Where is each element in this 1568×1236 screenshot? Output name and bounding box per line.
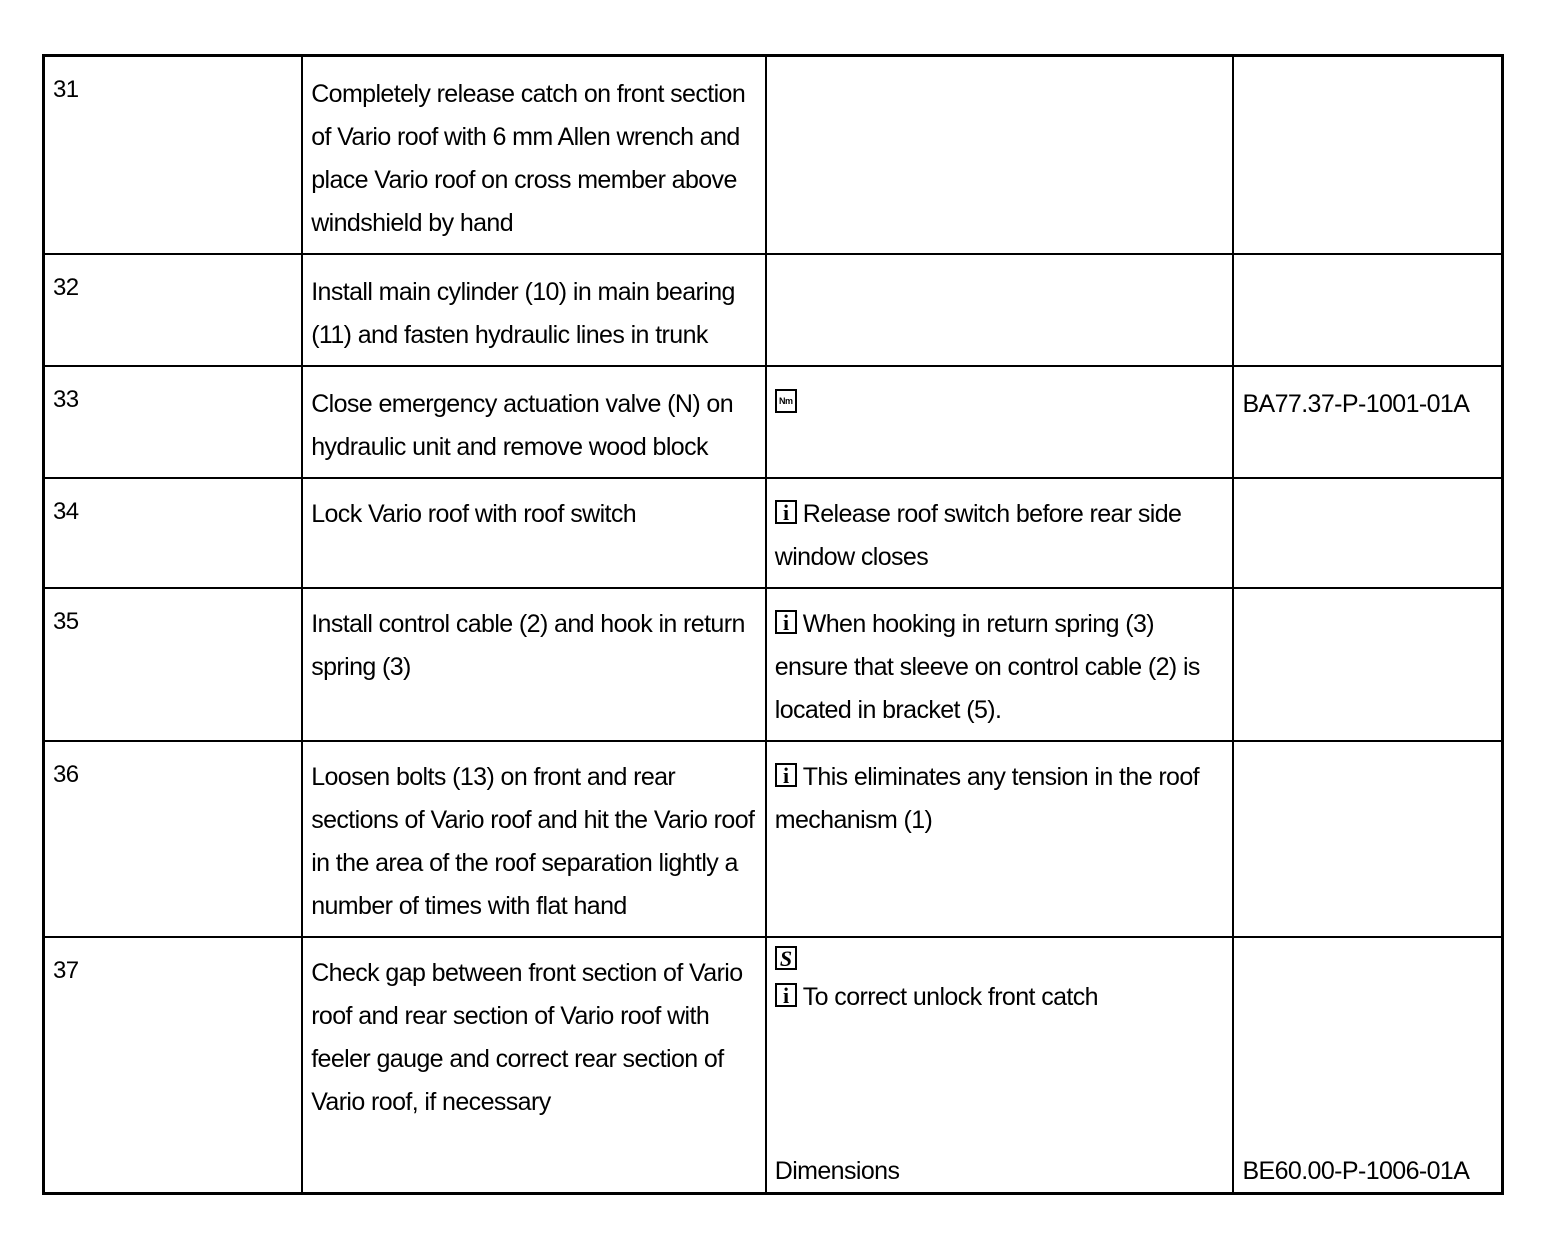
table-row <box>44 588 1503 741</box>
step-number: 36 <box>53 761 79 788</box>
table-row <box>44 254 1503 366</box>
torque-nm-icon[interactable]: Nm <box>775 389 797 413</box>
table-row <box>44 366 1503 478</box>
reference-cell <box>1233 741 1502 937</box>
instruction-cell <box>302 937 766 1193</box>
notes-cell <box>766 56 1234 255</box>
table-row <box>44 937 1503 1193</box>
notes-cell <box>766 588 1234 741</box>
instruction-cell <box>302 478 766 588</box>
notes-cell <box>766 254 1234 366</box>
notes-cell <box>766 937 1234 1193</box>
step-number-cell <box>44 588 303 741</box>
table-row <box>44 478 1503 588</box>
specification-icon[interactable]: S <box>775 946 797 970</box>
procedure-table <box>42 54 1504 1195</box>
step-number-cell <box>44 254 303 366</box>
step-number-cell <box>44 741 303 937</box>
info-icon[interactable]: i <box>775 983 797 1007</box>
notes-text: Release roof switch before rear side window closes <box>774 500 1182 571</box>
info-icon[interactable]: i <box>775 610 797 634</box>
instruction-text: Loosen bolts (13) on front and rear sections of Vario roof and hit the Vario roof in the area of the roof separation lightly a number of times with flat hand <box>311 763 755 920</box>
table-row <box>44 56 1503 255</box>
notes-text: When hooking in return spring (3) ensure that sleeve on control cable (2) is located in bracket (5). <box>774 610 1200 724</box>
instruction-cell <box>302 56 766 255</box>
reference-cell <box>1233 56 1502 255</box>
instruction-text: Check gap between front section of Vario roof and rear section of Vario roof with feeler gauge and correct rear section of Vario roof, if necessary <box>311 959 743 1116</box>
info-icon[interactable]: i <box>775 500 797 524</box>
step-number: 31 <box>53 76 79 103</box>
info-icon[interactable]: i <box>775 763 797 787</box>
reference-cell <box>1233 937 1502 1193</box>
instruction-cell <box>302 254 766 366</box>
instruction-cell <box>302 588 766 741</box>
step-number: 37 <box>53 957 79 984</box>
step-number-cell <box>44 56 303 255</box>
step-number: 32 <box>53 274 79 301</box>
instruction-cell <box>302 366 766 478</box>
notes-text: This eliminates any tension in the roof mechanism (1) <box>774 763 1200 834</box>
reference-cell <box>1233 478 1502 588</box>
notes-cell <box>766 741 1234 937</box>
reference-cell <box>1233 588 1502 741</box>
instruction-text: Install main cylinder (10) in main bearing (11) and fasten hydraulic lines in trunk <box>311 278 735 349</box>
dimensions-label: Dimensions <box>774 1156 900 1185</box>
step-number-cell <box>44 366 303 478</box>
instruction-cell <box>302 741 766 937</box>
instruction-text: Close emergency actuation valve (N) on hydraulic unit and remove wood block <box>311 390 734 461</box>
step-number: 34 <box>53 498 79 525</box>
step-number: 35 <box>53 608 79 635</box>
notes-text: To correct unlock front catch <box>802 983 1098 1011</box>
reference-cell <box>1233 254 1502 366</box>
step-number-cell <box>44 937 303 1193</box>
step-number: 33 <box>53 386 79 413</box>
instruction-text: Completely release catch on front section of Vario roof with 6 mm Allen wrench and place Vario roof on cross member above windshield by hand <box>311 80 746 237</box>
reference-cell <box>1233 366 1502 478</box>
step-number-cell <box>44 478 303 588</box>
notes-cell <box>766 478 1234 588</box>
reference-link[interactable]: BA77.37-P-1001-01A <box>1242 390 1470 418</box>
instruction-text: Lock Vario roof with roof switch <box>311 500 637 528</box>
table-row <box>44 741 1503 937</box>
instruction-text: Install control cable (2) and hook in return spring (3) <box>311 610 745 681</box>
notes-cell <box>766 366 1234 478</box>
reference-link[interactable]: BE60.00-P-1006-01A <box>1242 1156 1470 1185</box>
